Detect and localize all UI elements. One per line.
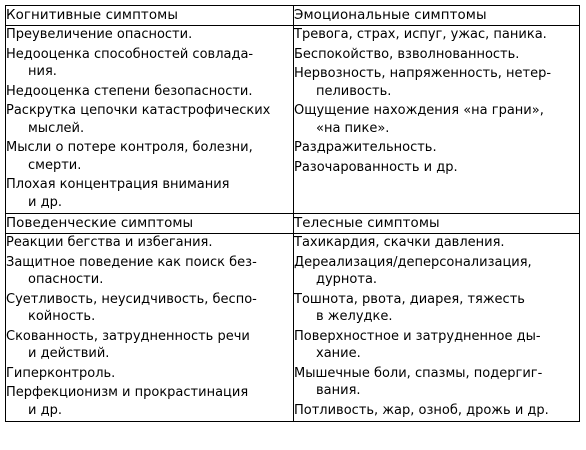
symptom-item [294, 402, 579, 420]
symptom-line: мыслей. [28, 120, 85, 136]
symptom-line: Раскрутка цепочки катастрофических [6, 103, 271, 118]
symptom-line: хание. [316, 346, 361, 361]
table-header-row [6, 6, 580, 26]
header-emotional: Эмоциональные симптомы [294, 6, 580, 26]
symptom-line: Скованность, затрудненность речи [6, 328, 250, 344]
symptoms-table [5, 5, 580, 422]
symptom-line: Поверхностное и затрудненное ды- [294, 328, 541, 344]
symptom-line: Недооценка степени безопасности. [6, 83, 253, 99]
table-row [6, 26, 580, 214]
symptom-line: Перфекционизм и прокрастинация [6, 385, 249, 400]
symptom-item [294, 102, 579, 137]
symptom-item [6, 234, 293, 252]
emotional-symptoms-cell [294, 26, 580, 214]
header-bodily: Телесные симптомы [294, 214, 580, 234]
header-behavioral: Поведенческие симптомы [6, 214, 294, 234]
symptom-item [294, 234, 579, 252]
symptom-line: Потливость, жар, озноб, дрожь и др. [294, 402, 549, 418]
symptom-item [6, 365, 293, 383]
symptom-item [294, 65, 579, 100]
symptom-line: Суетливость, неусидчивость, беспо- [6, 291, 257, 307]
bodily-symptoms-cell [294, 234, 580, 422]
symptom-item [294, 328, 579, 363]
symptom-line: Ощущение нахождения «на грани», [294, 103, 544, 118]
document-page [5, 5, 579, 422]
symptom-item [6, 102, 293, 137]
symptom-line: пеливость. [316, 83, 392, 99]
symptom-line: Мысли о потере контроля, болезни, [6, 140, 253, 155]
symptom-item [6, 139, 293, 174]
symptom-line: Мышечные боли, спазмы, подергиг- [294, 365, 543, 381]
symptom-item [294, 26, 579, 44]
symptom-line: Раздражительность. [294, 140, 437, 155]
behavioral-symptoms-cell [6, 234, 294, 422]
symptom-item [6, 254, 293, 289]
symptom-item [294, 139, 579, 157]
symptom-line: и действий. [28, 346, 110, 361]
symptom-item [294, 291, 579, 326]
symptom-line: Дереализация/деперсонализация, [294, 254, 532, 270]
symptom-line: ния. [28, 64, 57, 79]
symptom-item [6, 26, 293, 44]
symptom-line: Реакции бегства и избегания. [6, 235, 213, 250]
cognitive-symptoms-cell [6, 26, 294, 214]
symptom-line: Тошнота, рвота, диарея, тяжесть [294, 291, 525, 307]
symptom-line: опасности. [28, 272, 104, 287]
symptom-item [6, 328, 293, 363]
symptom-line: Защитное поведение как поиск без- [6, 254, 257, 270]
symptom-line: дурнота. [316, 272, 378, 287]
symptom-item [6, 384, 293, 419]
symptom-line: Разочарованность и др. [294, 159, 458, 175]
symptom-line: койность. [28, 309, 96, 324]
symptom-line: Тревога, страх, испуг, ужас, паника. [294, 27, 547, 42]
symptom-item [294, 159, 579, 177]
symptom-line: Гиперконтроль. [6, 365, 116, 381]
symptom-line: Тахикардия, скачки давления. [294, 235, 505, 250]
symptom-line: Недооценка способностей совлада- [6, 46, 254, 62]
symptom-line: и др. [28, 194, 62, 210]
symptom-line: вания. [316, 383, 361, 398]
symptom-item [294, 46, 579, 64]
symptom-line: Нервозность, напряженность, нетер- [294, 66, 552, 81]
symptom-line: «на пике». [316, 120, 390, 136]
symptom-item [6, 176, 293, 211]
symptom-item [6, 46, 293, 81]
table-row [6, 234, 580, 422]
symptom-line: и др. [28, 402, 62, 418]
symptom-line: в желудке. [316, 309, 393, 324]
symptom-item [294, 254, 579, 289]
symptom-line: Беспокойство, взволнованность. [294, 46, 520, 62]
symptom-item [6, 291, 293, 326]
symptom-line: Плохая концентрация внимания [6, 177, 230, 192]
symptom-line: Преувеличение опасности. [6, 27, 193, 42]
symptom-line: смерти. [28, 157, 82, 173]
symptom-item [294, 365, 579, 400]
symptom-item [6, 83, 293, 101]
table-header-row [6, 214, 580, 234]
header-cognitive: Когнитивные симптомы [6, 6, 294, 26]
